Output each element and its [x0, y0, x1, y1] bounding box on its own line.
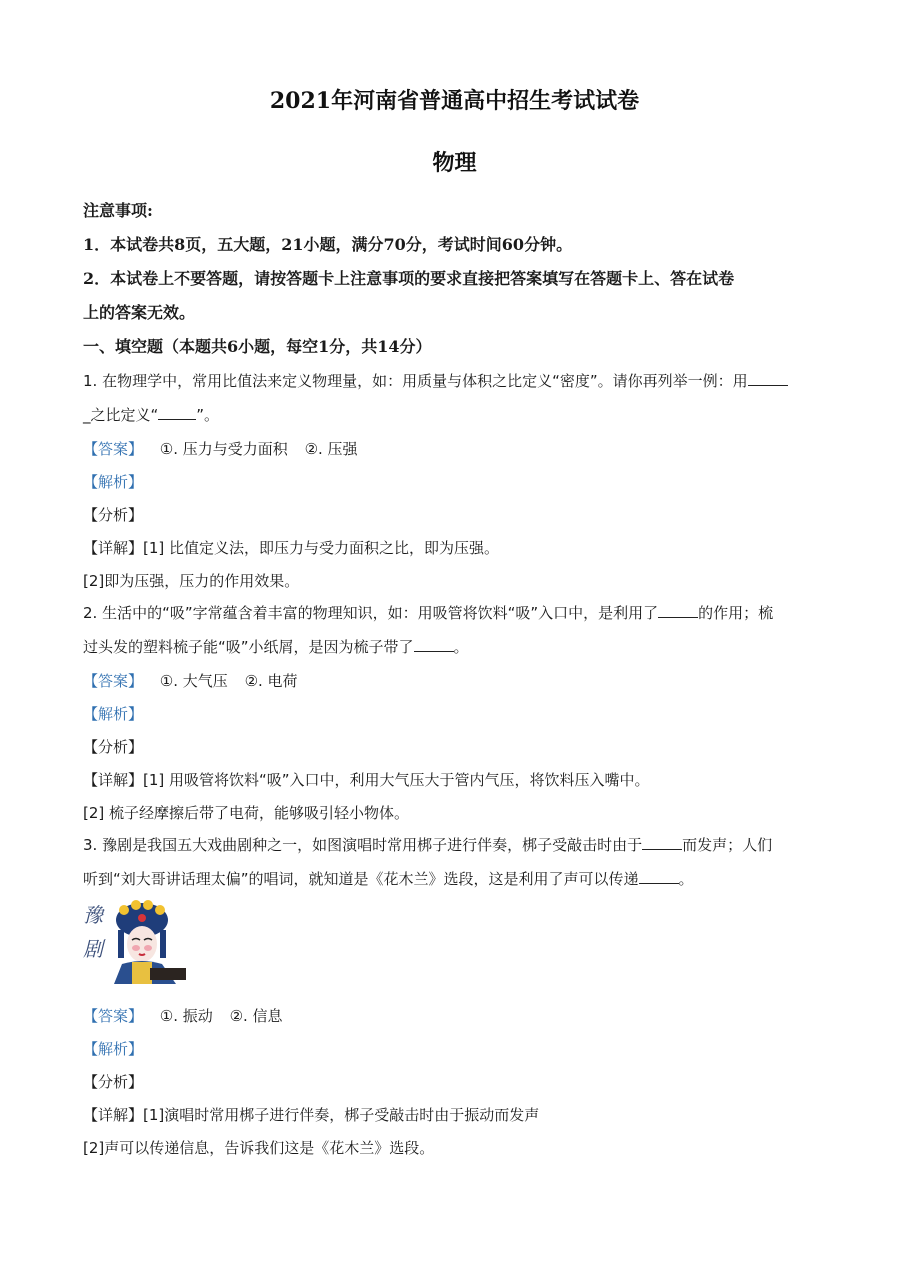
q1-text-2b: ”。 [196, 406, 220, 424]
q2-text-1a: 2. 生活中的“吸”字常蕴含着丰富的物理知识，如：用吸管将饮料“吸”入口中，是利用了 [83, 604, 659, 622]
notice-item-2-line-2: 上的答案无效。 [83, 303, 196, 322]
clapper-instrument [150, 968, 186, 980]
q3-text-2b: 。 [678, 870, 694, 888]
notice-item-2-line-1: 2．本试卷上不要答题，请按答题卡上注意事项的要求直接把答案填写在答题卡上、答在试卷 [83, 269, 735, 288]
q3-answer-label: 【答案】 [83, 1007, 144, 1025]
notice-item-1: 1．本试卷共8页，五大题，21小题，满分70分，考试时间60分钟。 [83, 235, 573, 254]
q1-answer [83, 438, 370, 460]
q1-blank-1 [748, 371, 788, 386]
headdress-ornament [119, 905, 129, 915]
q3-fenxi-label: 【分析】 [83, 1073, 144, 1091]
costume-collar [132, 962, 152, 984]
q1-answer-label: 【答案】 [83, 440, 144, 458]
q2-detail-2: [2] 梳子经摩擦后带了电荷，能够吸引轻小物体。 [83, 804, 410, 822]
q1-text-1: 1. 在物理学中，常用比值法来定义物理量，如：用质量与体积之比定义“密度”。请你再列举一例：用 [83, 372, 748, 390]
q2-text-2a: 过头发的塑料梳子能“吸”小纸屑，是因为梳子带了 [83, 638, 414, 656]
q2-blank-1 [658, 603, 698, 618]
q3-analysis-label: 【解析】 [83, 1040, 144, 1058]
q2-analysis-label: 【解析】 [83, 705, 144, 723]
q1-blank-2 [158, 405, 196, 420]
q2-text-1b: 的作用；梳 [698, 604, 774, 622]
q2-answer-label: 【答案】 [83, 672, 144, 690]
q2-answer-2: ②. 电荷 [244, 672, 298, 690]
headdress-jewel [138, 914, 146, 922]
q2-text-2b: 。 [453, 638, 469, 656]
left-cheek [132, 945, 140, 951]
headdress-ornament [131, 900, 141, 910]
q3-answer-2: ②. 信息 [229, 1007, 283, 1025]
figure-character-1: 豫 [83, 903, 103, 927]
q3-line-1 [83, 834, 772, 856]
q3-text-1b: 而发声；人们 [682, 836, 773, 854]
section-1-heading: 一、填空题（本题共6小题，每空1分，共14分） [83, 337, 432, 356]
q3-text-2a: 听到“刘大哥讲话理太偏”的唱词，就知道是《花木兰》选段，这是利用了声可以传递 [83, 870, 639, 888]
q3-blank-2 [639, 869, 679, 884]
subject-title: 物理 [432, 150, 477, 176]
exam-title: 2021年河南省普通高中招生考试试卷 [269, 88, 640, 114]
q1-answer-1: ①. 压力与受力面积 [159, 440, 288, 458]
right-cheek [144, 945, 152, 951]
left-tassel [118, 930, 124, 958]
q1-line-2 [83, 404, 219, 426]
headdress-ornament [143, 900, 153, 910]
mouth [139, 954, 145, 955]
q1-fenxi-label: 【分析】 [83, 506, 144, 524]
q2-line-1 [83, 602, 773, 624]
q2-line-2 [83, 636, 469, 658]
notice-heading: 注意事项: [83, 201, 153, 220]
q3-detail-1: 【详解】[1]演唱时常用梆子进行伴奏，梆子受敲击时由于振动而发声 [83, 1106, 540, 1124]
q1-text-2a: _之比定义“ [83, 406, 159, 424]
q3-blank-1 [642, 835, 682, 850]
face-shape [127, 926, 157, 962]
right-tassel [160, 930, 166, 958]
figure-character-2: 剧 [83, 937, 103, 961]
q1-detail-2: [2]即为压强，压力的作用效果。 [83, 572, 300, 590]
q3-text-1a: 3. 豫剧是我国五大戏曲剧种之一，如图演唱时常用梆子进行伴奏，梆子受敲击时由于 [83, 836, 643, 854]
q1-detail-1: 【详解】[1] 比值定义法，即压力与受力面积之比，即为压强。 [83, 539, 500, 557]
q1-analysis-label: 【解析】 [83, 473, 144, 491]
q3-answer-1: ①. 振动 [159, 1007, 213, 1025]
q2-detail-1: 【详解】[1] 用吸管将饮料“吸”入口中，利用大气压大于管内气压，将饮料压入嘴中。 [83, 771, 650, 789]
q3-answer [83, 1005, 295, 1027]
q3-line-2 [83, 868, 694, 890]
headdress-ornament [155, 905, 165, 915]
q1-line-1 [83, 370, 788, 392]
opera-figure-image [80, 900, 188, 984]
q2-fenxi-label: 【分析】 [83, 738, 144, 756]
q1-answer-2: ②. 压强 [304, 440, 358, 458]
q2-answer [83, 670, 310, 692]
q2-answer-1: ①. 大气压 [159, 672, 228, 690]
q2-blank-2 [414, 637, 454, 652]
q3-detail-2: [2]声可以传递信息，告诉我们这是《花木兰》选段。 [83, 1139, 435, 1157]
